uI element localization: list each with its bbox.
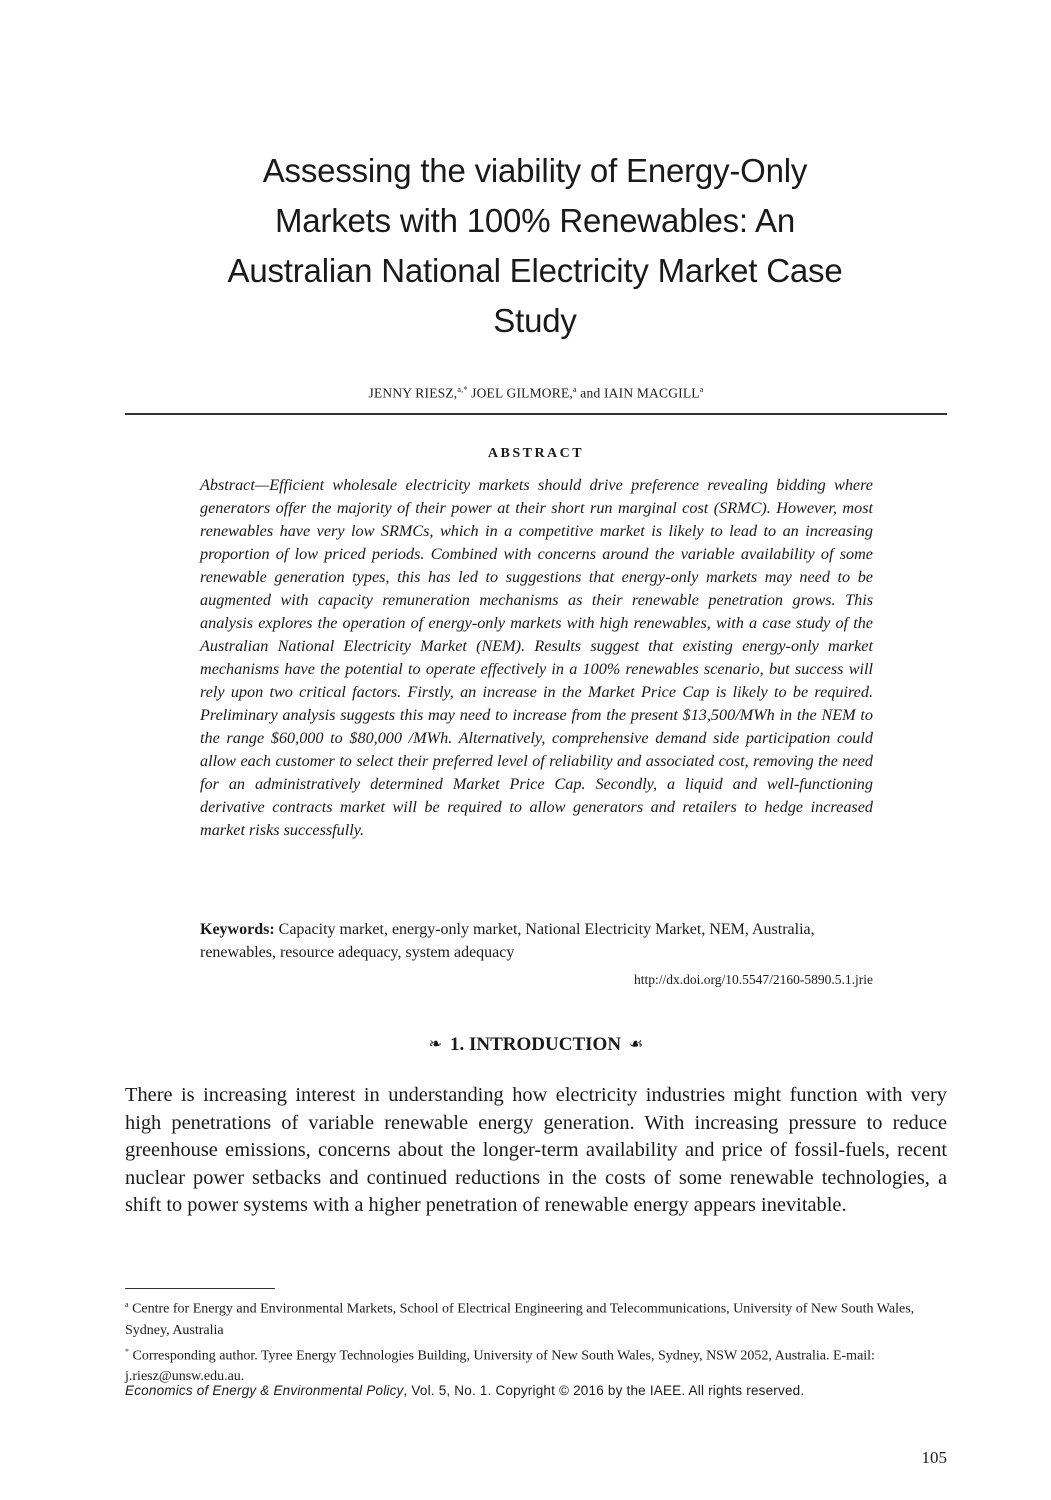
intro-paragraph: There is increasing interest in understanding how electricity industries might function with very high penetrations of variable renewable energy generation. With increasing pressure to reduce greenhouse emissions, concerns about the longer-term availability and price of fossil-fuels, recent nuclear power setbacks and continued reductions in the costs of some renewable technologies, a shift to power systems with a higher penetration of renewable energy appears inevitable. [125,1084,947,1216]
page-number: 105 [921,1448,947,1467]
author-list [125,385,947,402]
footnote-divider [125,1288,275,1289]
author-affiliation-mark: a [699,385,704,394]
footnote-mark: * [125,1346,129,1356]
author-connector: and [576,385,604,401]
right-fleuron-icon: ☙ [629,1036,644,1053]
title-line: Markets with 100% Renewables: An [274,202,796,239]
section-heading [125,1034,947,1056]
doi-link[interactable]: http://dx.doi.org/10.5547/2160-5890.5.1.jrie [634,972,873,987]
author-name: JOEL GILMORE, [467,385,573,401]
paper-title [120,146,950,346]
section-title: 1. INTRODUCTION [450,1034,622,1055]
journal-details: , Vol. 5, No. 1. Copyright © 2016 by the IAEE. All rights reserved. [403,1383,805,1398]
footnotes [125,1294,947,1387]
journal-name: Economics of Energy & Environmental Policy [125,1383,404,1398]
keywords [200,918,873,964]
title-line: Australian National Electricity Market Case [227,252,843,289]
title-line: Assessing the viability of Energy-Only [262,152,808,189]
footnote-corresponding [125,1341,947,1388]
author-affiliation-mark: a [572,385,577,394]
author-affiliation-mark: a,* [457,385,468,394]
header-divider [125,413,947,415]
footnote-text: Centre for Energy and Environmental Markets, School of Electrical Engineering and Telecommunications, University of New South Wales, Sydney, Australia [125,1301,915,1338]
keywords-label: Keywords: [200,921,275,938]
footnote-text: Corresponding author. Tyree Energy Technologies Building, University of New South Wales, Sydney, NSW 2052, Australia. E-mail: j.riesz@unsw.edu.au. [125,1348,875,1385]
footnote-affiliation [125,1294,947,1341]
abstract-text: Abstract—Efficient wholesale electricity markets should drive preference revealing bidding where generators offer the majority of their power at their short run marginal cost (SRMC). However, most renewables have very low SRMCs, which in a competitive market is likely to lead to an increasing proportion of low priced periods. Combined with concerns around the variable availability of some renewable generation types, this has led to suggestions that energy-only markets may need to be augmented with capacity remuneration mechanisms as their renewable penetration grows. This analysis explores the operation of energy-only markets with high renewables, with a case study of the Australian National Electricity Market (NEM). Results suggest that existing energy-only market mechanisms have the potential to operate effectively in a 100% renewables scenario, but success will rely upon two critical factors. Firstly, an increase in the Market Price Cap is likely to be required. Preliminary analysis suggests this may need to increase from the present $13,500/MWh in the NEM to the range $60,000 to $80,000 /MWh. Alternatively, comprehensive demand side participation could allow each customer to select their preferred level of reliability and associated cost, removing the need for an administratively determined Market Price Cap. Secondly, a liquid and well-functioning derivative contracts market will be required to allow generators and retailers to hedge increased market risks successfully. [200,476,873,839]
author-name: JENNY RIESZ, [368,385,458,401]
left-fleuron-icon: ❧ [428,1036,443,1053]
journal-citation [125,1383,947,1398]
abstract-heading: ABSTRACT [487,446,585,461]
title-line: Study [493,302,577,339]
keywords-text: Capacity market, energy-only market, National Electricity Market, NEM, Australia, renewables, resource adequacy, system adequacy [200,921,815,961]
footnote-mark: a [125,1300,129,1309]
author-name: IAIN MACGILL [603,385,700,401]
